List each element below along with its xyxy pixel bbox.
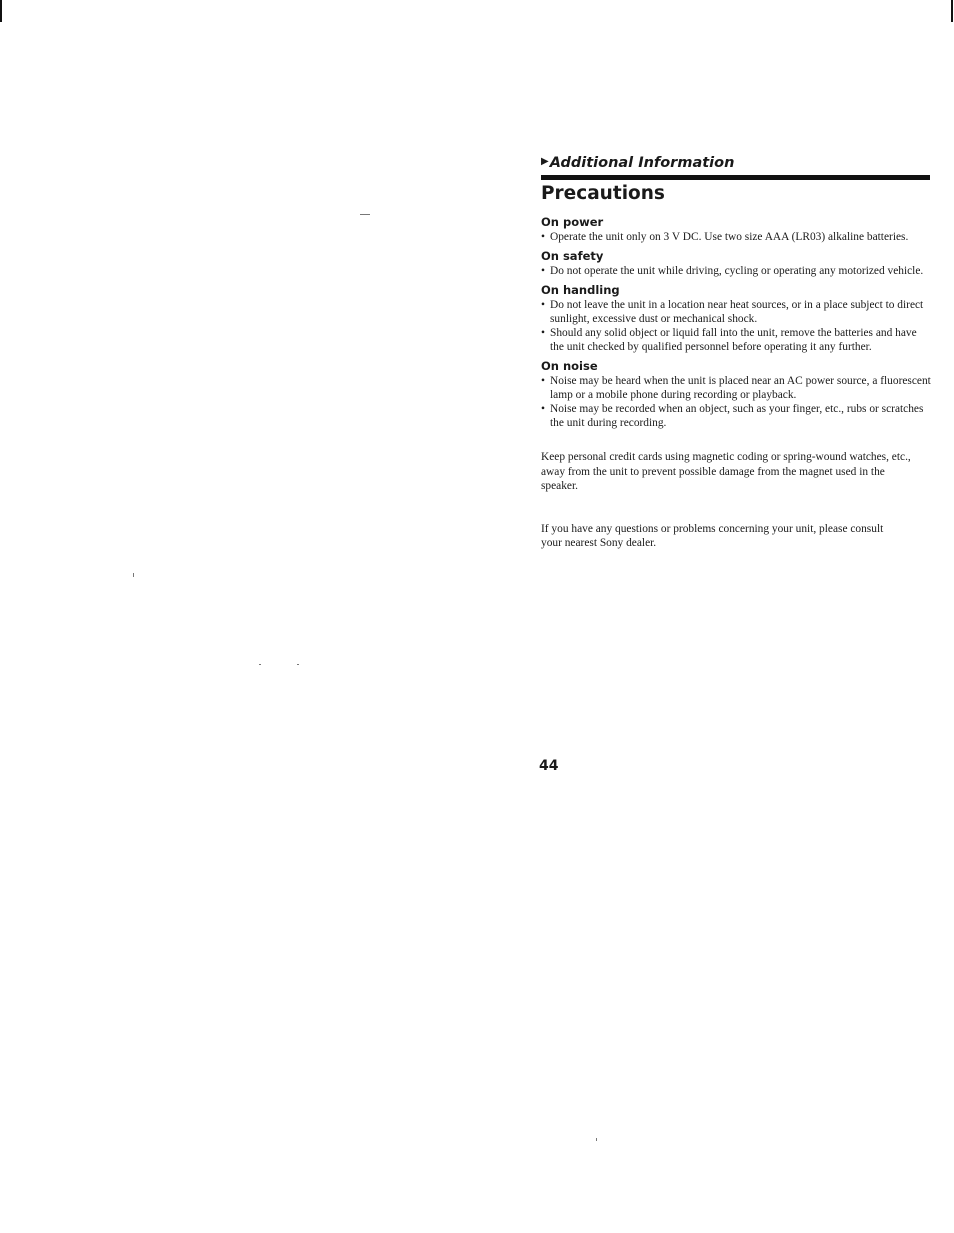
list-item <box>541 326 931 354</box>
list-item-text: Do not operate the unit while driving, cycling or operating any motorized vehicle. <box>550 265 924 277</box>
scan-speck <box>360 214 370 215</box>
section-rule <box>541 175 930 180</box>
list-item <box>541 374 931 402</box>
scan-speck <box>259 664 261 665</box>
bullet-icon: • <box>541 327 545 339</box>
list-item <box>541 264 931 278</box>
on-noise-list <box>541 374 931 430</box>
on-safety-list <box>541 264 931 278</box>
list-item-text: Do not leave the unit in a location near heat sources, or in a place subject to direct sunlight, excessive dust or mechanical shock. <box>550 299 924 325</box>
subheading-on-safety: On safety <box>541 249 604 263</box>
page-number: 44 <box>539 758 559 774</box>
bullet-icon: • <box>541 265 545 277</box>
bullet-icon: • <box>541 403 545 415</box>
on-power-list <box>541 230 931 244</box>
scan-speck <box>133 573 134 577</box>
section-header <box>541 153 931 173</box>
on-handling-list <box>541 298 931 354</box>
subheading-on-handling: On handling <box>541 283 620 297</box>
page-title: Precautions <box>541 183 665 204</box>
section-label: Additional Information <box>549 155 735 171</box>
precautions-page-content <box>541 153 931 551</box>
list-item-text: Operate the unit only on 3 V DC. Use two size AAA (LR03) alkaline batteries. <box>550 231 909 243</box>
list-item-text: Noise may be recorded when an object, such as your finger, etc., rubs or scratches the unit during recording. <box>550 403 924 429</box>
credit-card-paragraph: Keep personal credit cards using magnetic coding or spring-wound watches, etc., away from the unit to prevent possible damage from the magnet used in the speaker. <box>541 451 911 492</box>
scan-speck <box>297 664 299 665</box>
bullet-icon: • <box>541 375 545 387</box>
bullet-icon: • <box>541 299 545 311</box>
list-item <box>541 298 931 326</box>
bullet-icon: • <box>541 231 545 243</box>
list-item <box>541 402 931 430</box>
list-item-text: Should any solid object or liquid fall into the unit, remove the batteries and have the unit checked by qualified personnel before operating it any further. <box>550 327 917 353</box>
scan-edge-mark-left <box>0 0 2 22</box>
subheading-on-noise: On noise <box>541 359 598 373</box>
contact-dealer-paragraph: If you have any questions or problems concerning your unit, please consult your nearest Sony dealer. <box>541 522 884 549</box>
scan-edge-mark-right <box>951 0 953 22</box>
scan-speck <box>596 1138 597 1141</box>
subheading-on-power: On power <box>541 215 604 229</box>
list-item-text: Noise may be heard when the unit is placed near an AC power source, a fluorescent lamp or a mobile phone during recording or playback. <box>550 375 931 401</box>
list-item <box>541 230 931 244</box>
section-arrow-icon: ▶ <box>541 156 549 167</box>
